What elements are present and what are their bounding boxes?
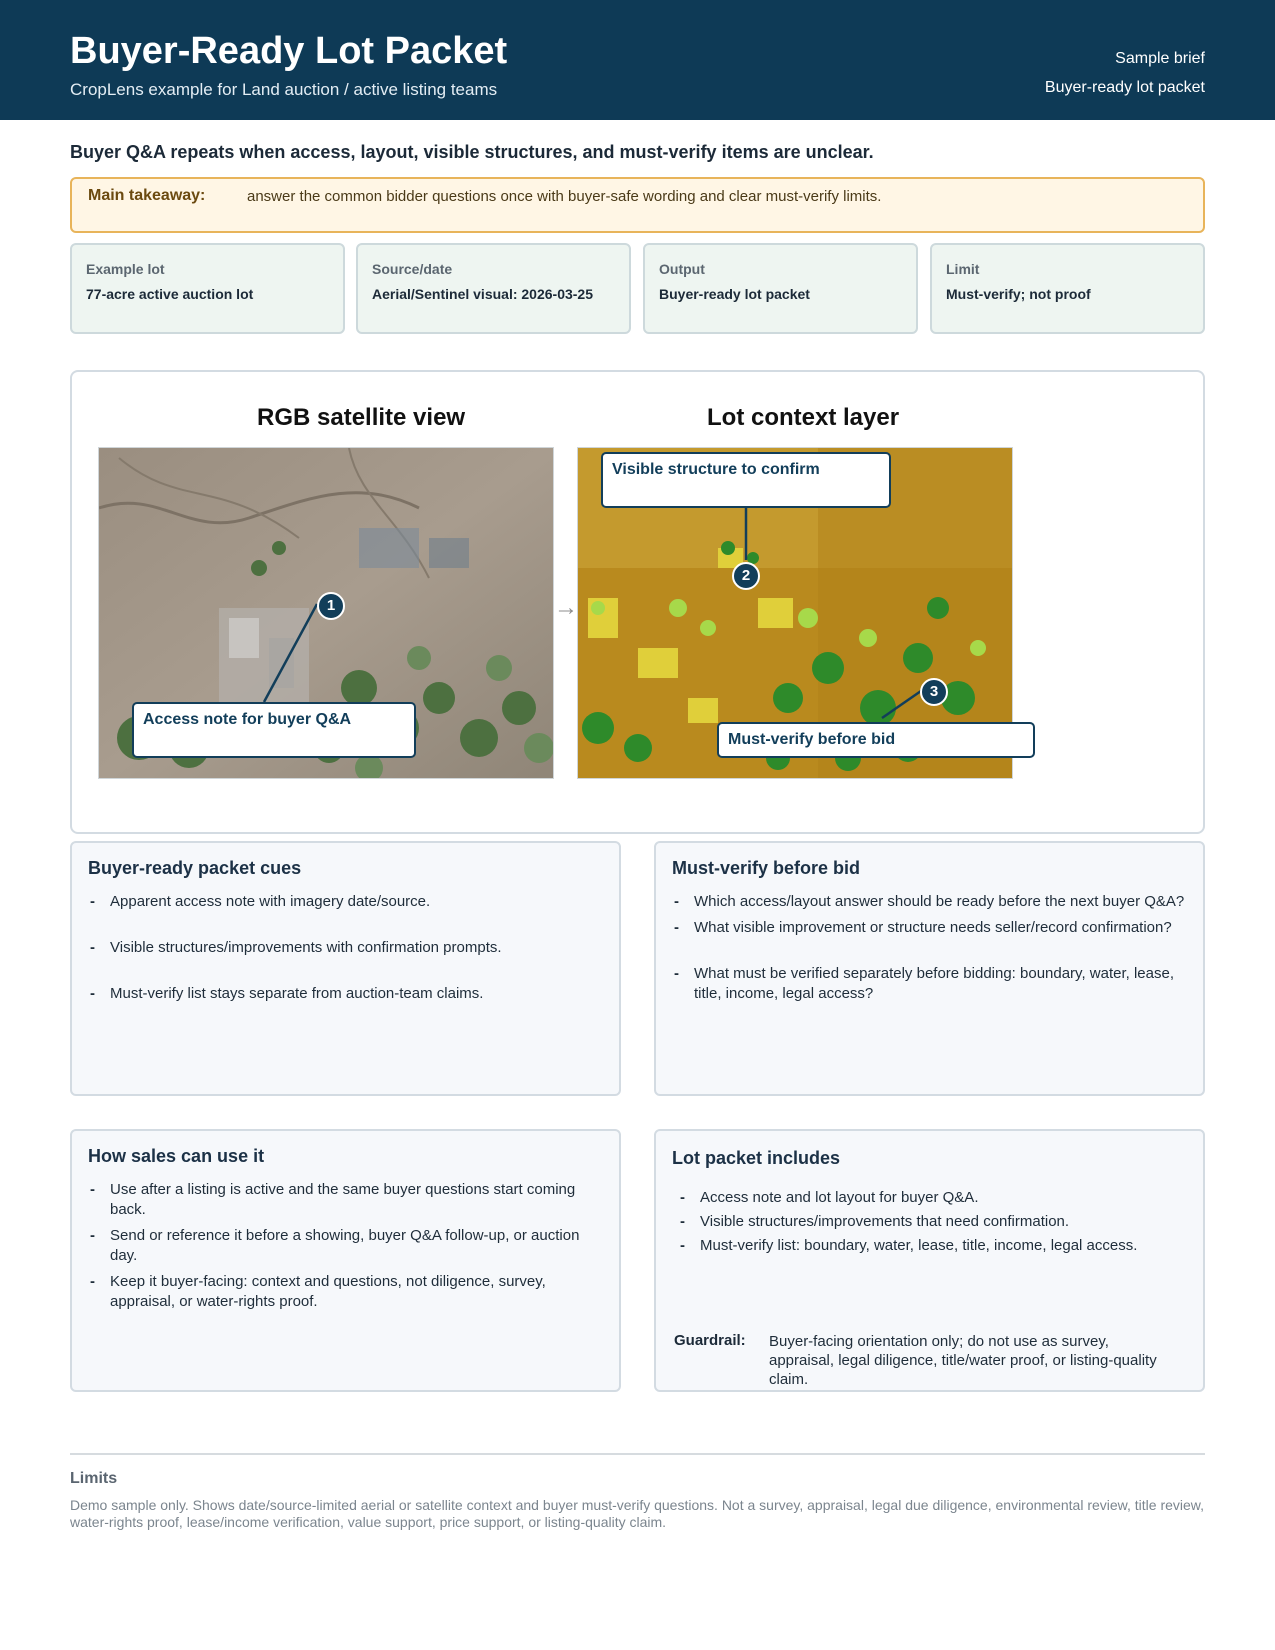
fact-key: Limit bbox=[946, 261, 980, 277]
problem-statement: Buyer Q&A repeats when access, layout, visible structures, and must-verify items are unclear. bbox=[70, 142, 874, 162]
context-layer-title: Lot context layer bbox=[707, 404, 900, 431]
guardrail-label: Guardrail: bbox=[674, 1332, 746, 1349]
list-item: - Which access/layout answer should be ready before the next buyer Q&A? bbox=[672, 892, 1189, 912]
fact-card-output bbox=[643, 243, 918, 334]
fact-card-limit bbox=[930, 243, 1205, 334]
takeaway-label: Main takeaway: bbox=[88, 187, 206, 204]
takeaway-box bbox=[70, 177, 1205, 233]
marker-3: 3 bbox=[920, 678, 948, 706]
list-item: - Visible structures/improvements that need confirmation. bbox=[678, 1212, 1189, 1232]
verify-list bbox=[672, 892, 1189, 1004]
imagery-panel bbox=[70, 370, 1205, 834]
guardrail-text: Buyer-facing orientation only; do not use as survey, appraisal, legal diligence, title/water proof, or listing-quality claim. bbox=[769, 1333, 1157, 1388]
includes-list bbox=[678, 1188, 1189, 1256]
list-item: - Must-verify list: boundary, water, lease, title, income, legal access. bbox=[678, 1236, 1189, 1256]
header-meta-sample: Sample brief bbox=[1115, 50, 1205, 67]
card-sales-usage bbox=[70, 1129, 621, 1392]
header-meta-packet: Buyer-ready lot packet bbox=[1044, 79, 1205, 96]
cues-list bbox=[88, 892, 605, 1004]
page-header bbox=[0, 0, 1275, 120]
fact-key: Source/date bbox=[372, 261, 453, 277]
card-title: Buyer-ready packet cues bbox=[88, 858, 302, 878]
fact-value: Must-verify; not proof bbox=[946, 286, 1091, 302]
takeaway-text: answer the common bidder questions once with buyer-safe wording and clear must-verify limits. bbox=[247, 188, 882, 205]
list-item: - Keep it buyer-facing: context and questions, not diligence, survey, appraisal, or water-rights proof. bbox=[88, 1272, 605, 1312]
list-item: - What must be verified separately before bidding: boundary, water, lease, title, income, legal access? bbox=[672, 964, 1189, 1004]
card-title: Lot packet includes bbox=[672, 1148, 841, 1168]
rgb-view-title: RGB satellite view bbox=[257, 404, 466, 431]
card-must-verify bbox=[654, 841, 1205, 1096]
list-item: - Access note and lot layout for buyer Q&A. bbox=[678, 1188, 1189, 1208]
fact-value: Buyer-ready lot packet bbox=[659, 286, 810, 302]
callout-leader-lines bbox=[72, 372, 1203, 832]
callout-visible-structure: Visible structure to confirm bbox=[601, 452, 891, 508]
card-packet-cues bbox=[70, 841, 621, 1096]
fact-card-example-lot bbox=[70, 243, 345, 334]
card-title: Must-verify before bid bbox=[672, 858, 861, 878]
fact-value: Aerial/Sentinel visual: 2026-03-25 bbox=[372, 286, 593, 302]
callout-access-note: Access note for buyer Q&A bbox=[132, 702, 416, 758]
list-item: - Must-verify list stays separate from auction-team claims. bbox=[88, 984, 605, 1004]
usage-list bbox=[88, 1180, 605, 1312]
page-title: Buyer-Ready Lot Packet bbox=[70, 30, 508, 72]
list-item: - Visible structures/improvements with confirmation prompts. bbox=[88, 938, 605, 958]
divider bbox=[70, 1453, 1205, 1455]
callout-must-verify: Must-verify before bid bbox=[717, 722, 1035, 758]
fact-key: Output bbox=[659, 261, 705, 277]
marker-1: 1 bbox=[317, 592, 345, 620]
fact-card-source-date bbox=[356, 243, 631, 334]
arrow-icon: → bbox=[554, 594, 578, 621]
list-item: - Use after a listing is active and the same buyer questions start coming back. bbox=[88, 1180, 605, 1220]
page-subtitle: CropLens example for Land auction / active listing teams bbox=[70, 80, 498, 99]
fact-cards bbox=[70, 243, 1205, 334]
list-item: - Send or reference it before a showing, buyer Q&A follow-up, or auction day. bbox=[88, 1226, 605, 1266]
card-title: How sales can use it bbox=[88, 1146, 265, 1166]
fact-value: 77-acre active auction lot bbox=[86, 286, 254, 302]
marker-2: 2 bbox=[732, 562, 760, 590]
limits-text: Demo sample only. Shows date/source-limited aerial or satellite context and buyer must-verify questions. Not a survey, appraisal, legal due diligence, environmental review, title review, water-rights proof, lease/income verification, value support, price support, or listing-quality claim. bbox=[70, 1497, 1205, 1530]
limits-heading: Limits bbox=[70, 1470, 118, 1487]
list-item: - What visible improvement or structure needs seller/record confirmation? bbox=[672, 918, 1189, 938]
fact-key: Example lot bbox=[86, 261, 165, 277]
card-packet-includes bbox=[654, 1129, 1205, 1392]
list-item: - Apparent access note with imagery date/source. bbox=[88, 892, 605, 912]
